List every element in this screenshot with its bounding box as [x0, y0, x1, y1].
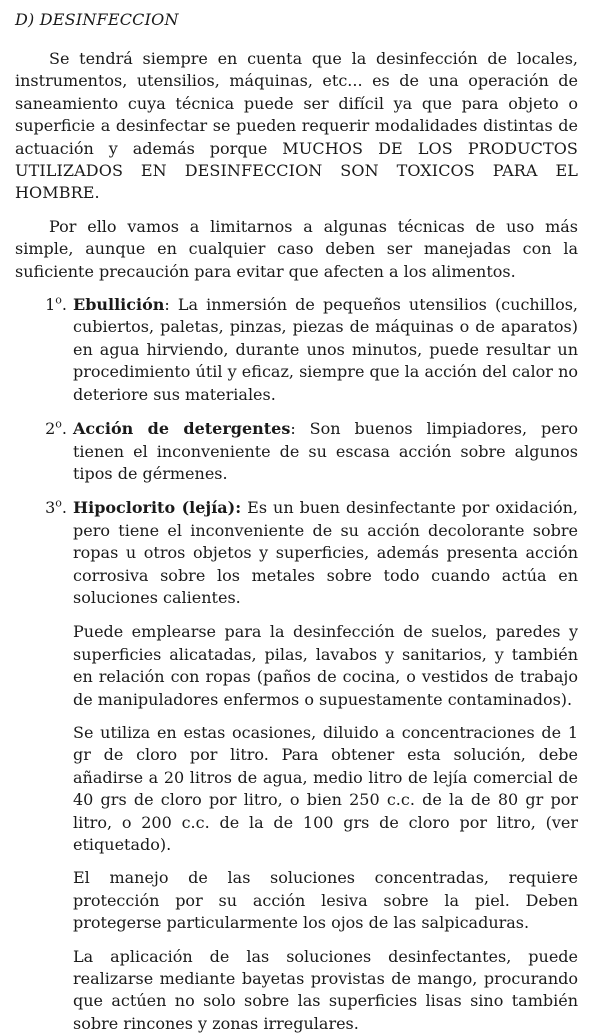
item-body: Ebullición: La inmersión de pequeños utensilios (cuchillos, cubiertos, paletas, pinzas, piezas de máquinas o de aparatos) en agua hirviendo, durante unos minutos, puede resultar un procedimiento útil y eficaz, siempre que la acción del calor no deteriore sus materiales.: [73, 295, 578, 404]
item-body: Acción de detergentes: Son buenos limpiadores, pero tienen el inconveniente de su escasa acción sobre algunos tipos de gérmenes.: [73, 419, 578, 483]
item-text: La inmersión de pequeños utensilios (cuchillos, cubiertos, paletas, pinzas, piezas de máquinas o de aparatos) en agua hirviendo, durante unos minutos, puede resultar un procedimiento útil y eficaz, siempre que la acción del calor no deteriore sus materiales.: [73, 295, 578, 404]
hipoclorito-uses-paragraph: Puede emplearse para la desinfección de suelos, paredes y superficies alicatadas, pilas, lavabos y sanitarios, y también en relación con ropas (paños de cocina, o vestidos de trabajo de manipuladores enfermos o supuestamente contaminados).: [73, 622, 578, 709]
item-text: Es un buen desinfectante por oxidación, pero tiene el inconveniente de su acción decolorante sobre ropas u otros objetos y superficies, además presenta acción corrosiva sobre los metales sobre todo cuando actúa en soluciones calientes.: [73, 498, 578, 607]
item-number: 3$^o$.: [45, 496, 67, 518]
hipoclorito-application-paragraph: La aplicación de las soluciones desinfectantes, puede realizarse mediante bayetas provistas de mango, procurando que actúen no solo sobre las superficies lisas sino también sobre rincones y zonas irregulares.: [73, 946, 578, 1033]
section-title: D) DESINFECCION: [15, 10, 179, 29]
hipoclorito-dilution-paragraph: Se utiliza en estas ocasiones, diluido a concentraciones de 1 gr de cloro por litro. Para obtener esta solución, debe añadirse a 20 litros de agua, medio litro de lejía comercial de 40 grs de cloro por litro, o bien 250 c.c. de la de 80 gr por litro, o 200 c.c. de la de 100 grs de cloro por litro, (ver etiquetado).: [73, 722, 578, 854]
item-body: [73, 497, 578, 609]
list-item-detergentes: [15, 418, 578, 485]
item-text: Son buenos limpiadores, pero tienen el inconveniente de su escasa acción sobre algunos tipos de gérmenes.: [73, 419, 578, 483]
intro-text: Se tendrá siempre en cuenta que la desinfección de locales, instrumentos, utensilios, máquinas, etc... es de una operación de saneamiento cuya técnica puede ser difícil ya que para objeto o superficie a desinfectar se pueden requerir modalidades distintas de actuación y además porque: [15, 49, 578, 158]
item-term: Acción de detergentes: [73, 419, 291, 439]
item-number: 1$^o$.: [45, 293, 67, 315]
intro-warning-caps: MUCHOS DE LOS PRODUCTOS UTILIZADOS EN DESINFECCION SON TOXICOS PARA EL HOMBRE.: [15, 138, 578, 203]
intro-paragraph-2: Por ello vamos a limitarnos a algunas técnicas de uso más simple, aunque en cualquier caso deben ser manejadas con la suficiente precaución para evitar que afecten a los alimentos.: [15, 216, 578, 281]
item-number: 2$^o$.: [45, 417, 67, 439]
item-term: Ebullición: [73, 295, 165, 315]
intro-paragraph-1: [15, 48, 578, 205]
item-term: Hipoclorito (lejía):: [73, 498, 242, 518]
hipoclorito-safety-paragraph: El manejo de las soluciones concentradas, requiere protección por su acción lesiva sobre la piel. Deben protegerse particularmente los ojos de las salpicaduras.: [73, 868, 578, 933]
list-item-hipoclorito: [15, 497, 578, 609]
list-item-ebullicion: [15, 294, 578, 406]
